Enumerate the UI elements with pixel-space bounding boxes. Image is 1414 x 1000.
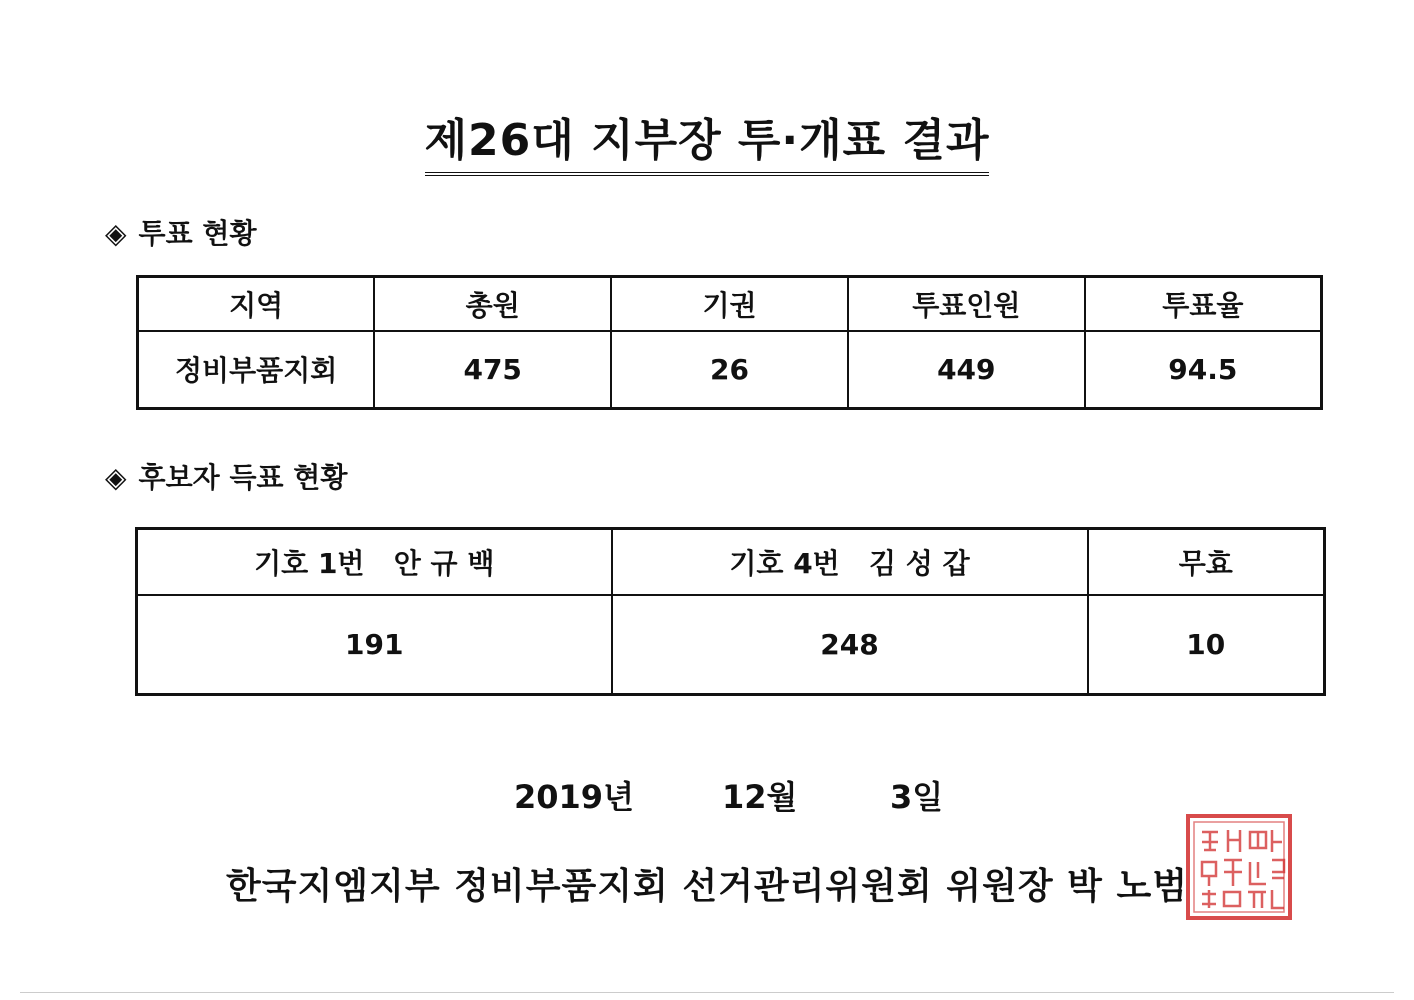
diamond-bullet-icon: ◈	[105, 461, 127, 494]
date-month: 12월	[722, 778, 798, 816]
col-invalid: 무효	[1088, 529, 1325, 595]
col-candidate-1: 기호 1번 안 규 백	[137, 529, 612, 595]
cell-candidate-1-votes: 191	[137, 595, 612, 695]
cell-candidate-4-votes: 248	[612, 595, 1088, 695]
cell-invalid-votes: 10	[1088, 595, 1325, 695]
cell-region: 정비부품지회	[138, 331, 375, 409]
table-row	[137, 595, 1325, 695]
table-header-row	[138, 277, 1322, 331]
col-region: 지역	[138, 277, 375, 331]
table-row	[138, 331, 1322, 409]
col-candidate-4: 기호 4번 김 성 갑	[612, 529, 1088, 595]
document-title	[0, 104, 1414, 176]
candidate-section-title: 후보자 득표 현황	[138, 461, 348, 494]
voting-section-heading	[105, 212, 257, 252]
date-year: 2019년	[514, 778, 634, 816]
cell-total: 475	[374, 331, 611, 409]
date-day: 3일	[890, 778, 944, 816]
signature-line: 한국지엠지부 정비부품지회 선거관리위원회 위원장 박 노범	[225, 866, 1189, 907]
candidate-votes-table	[135, 527, 1326, 696]
cell-voters: 449	[848, 331, 1085, 409]
table-header-row	[137, 529, 1325, 595]
col-turnout: 투표율	[1085, 277, 1322, 331]
voting-section-title: 투표 현황	[138, 217, 257, 250]
candidate-section-heading	[105, 456, 347, 496]
voting-status-table	[136, 275, 1323, 410]
cell-abstain: 26	[611, 331, 848, 409]
col-voters: 투표인원	[848, 277, 1085, 331]
col-total: 총원	[374, 277, 611, 331]
diamond-bullet-icon: ◈	[105, 217, 127, 250]
col-abstain: 기권	[611, 277, 848, 331]
page-edge-line	[20, 992, 1394, 993]
document-title-text: 제26대 지부장 투·개표 결과	[425, 104, 990, 176]
cell-turnout: 94.5	[1085, 331, 1322, 409]
